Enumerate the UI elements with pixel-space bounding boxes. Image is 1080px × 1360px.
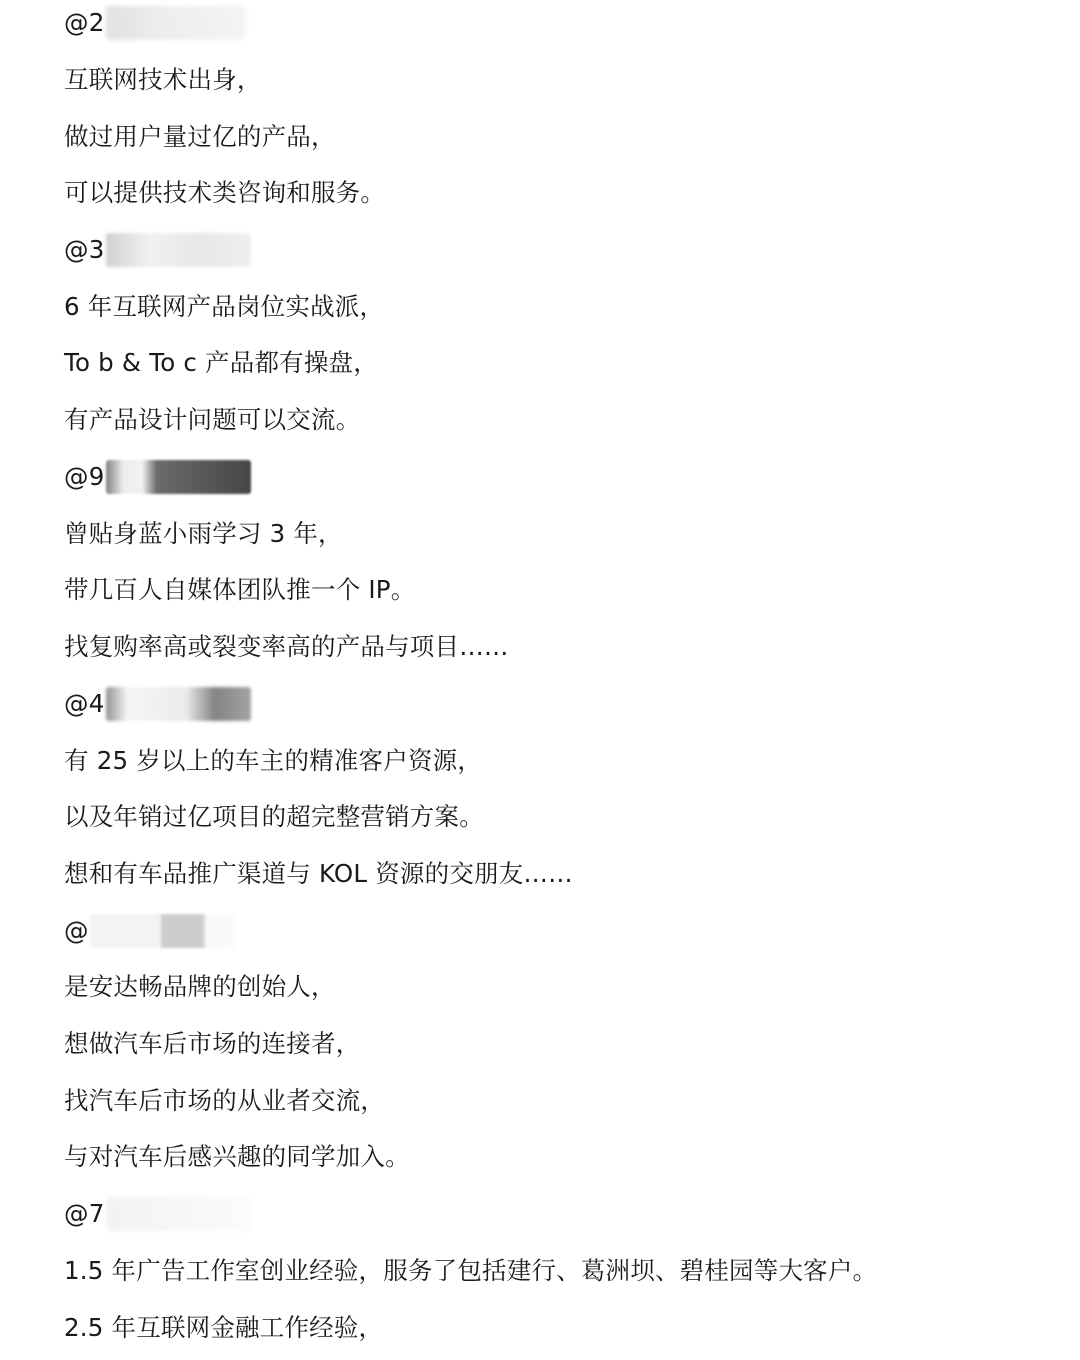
redaction-blur [106, 233, 251, 267]
text-line: 2.5 年互联网金融工作经验， [64, 1313, 384, 1342]
blurred-handle [64, 233, 251, 267]
redaction-blur [106, 1197, 251, 1231]
blurred-handle [64, 460, 251, 494]
redaction-blur [90, 914, 235, 948]
text-line: 是安达畅品牌的创始人， [64, 972, 336, 1001]
text-line: 互联网技术出身， [64, 65, 262, 94]
text-line: 带几百人自媒体团队推一个 IP。 [64, 575, 416, 604]
redaction-blur [106, 6, 246, 40]
handle-text: @ [64, 916, 89, 945]
text-line: 以及年销过亿项目的超完整营销方案。 [64, 802, 484, 831]
handle-text: @4 [64, 689, 105, 718]
text-line: 曾贴身蓝小雨学习 3 年， [64, 519, 343, 548]
text-line: 想和有车品推广渠道与 KOL 资源的交朋友…… [64, 859, 573, 888]
handle-text: @7 [64, 1199, 105, 1228]
blurred-handle [64, 687, 251, 721]
text-line: 6 年互联网产品岗位实战派， [64, 292, 385, 321]
blurred-handle [64, 1197, 251, 1231]
blurred-handle [64, 6, 246, 40]
handle-text: @3 [64, 235, 105, 264]
blurred-handle [64, 914, 235, 948]
text-line: 找复购率高或裂变率高的产品与项目…… [64, 632, 509, 661]
text-line: 有 25 岁以上的车主的精准客户资源， [64, 746, 483, 775]
text-line: 与对汽车后感兴趣的同学加入。 [64, 1142, 410, 1171]
handle-text: @9 [64, 462, 105, 491]
text-line: 做过用户量过亿的产品， [64, 122, 336, 151]
handle-text: @2 [64, 8, 105, 37]
text-line: To b & To c 产品都有操盘， [64, 348, 378, 377]
text-line: 想做汽车后市场的连接者， [64, 1029, 361, 1058]
text-line: 找汽车后市场的从业者交流， [64, 1086, 386, 1115]
text-line: 有产品设计问题可以交流。 [64, 405, 361, 434]
text-line: 1.5 年广告工作室创业经验，服务了包括建行、葛洲坝、碧桂园等大客户。 [64, 1256, 878, 1285]
text-line: 可以提供技术类咨询和服务。 [64, 178, 386, 207]
redaction-blur [106, 460, 251, 494]
redaction-blur [106, 687, 251, 721]
